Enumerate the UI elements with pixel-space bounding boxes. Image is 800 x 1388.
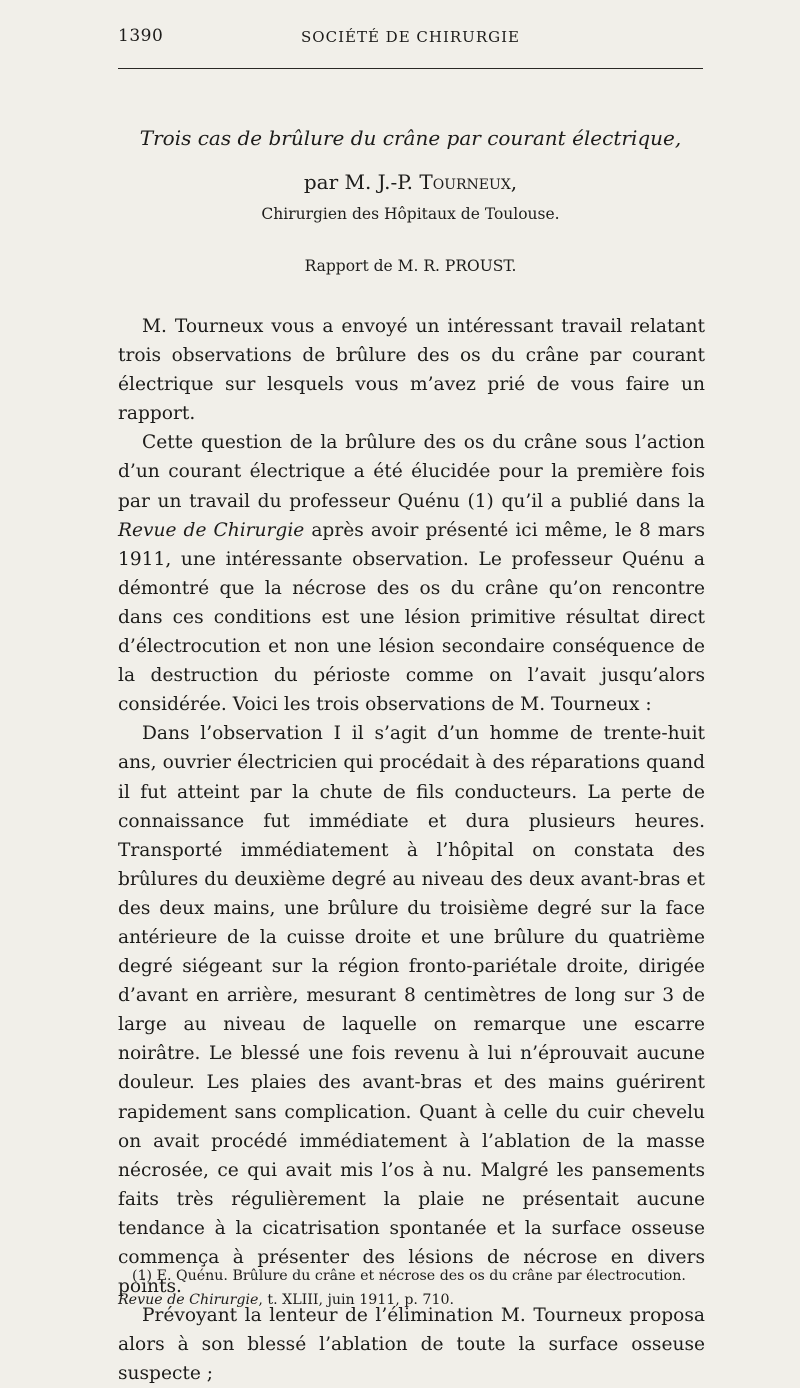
- journal-citation: Revue de Chirurgie: [118, 519, 305, 541]
- author-affiliation: Chirurgien des Hôpitaux de Toulouse.: [261, 205, 560, 223]
- report-line: Rapport de M. R. PROUST.: [304, 257, 517, 275]
- author-name: Tourneux: [419, 170, 511, 194]
- article-title: Trois cas de brûlure du crâne par courant électrique,: [139, 126, 682, 150]
- footnotes: [118, 1264, 708, 1312]
- page-number: 1390: [118, 26, 164, 46]
- journal-name: SOCIÉTÉ DE CHIRURGIE: [301, 28, 520, 46]
- paragraph-1: M. Tourneux vous a envoyé un intéressant travail relatant trois observations de brûlure des os du crâne par courant électrique sur lesquels vous m’avez prié de vous faire un rapport.: [118, 316, 705, 425]
- byline-suffix: ,: [510, 170, 518, 194]
- paragraph-2: [118, 428, 705, 719]
- footnote-1-part-b: , t. XLIII, juin 1911, p. 710.: [258, 1292, 455, 1308]
- paragraph-2-part-a: Cette question de la brûlure des os du crâne sous l’action d’un courant électrique a été élucidée pour la première fois par un travail du professeur Quénu (1) qu’il a publié dans la: [118, 432, 705, 512]
- footnote-1: [118, 1264, 708, 1312]
- paragraph-3: Dans l’observation I il s’agit d’un homme de trente-huit ans, ouvrier électricien qui procédait à des réparations quand il fut atteint par la chute de fils conducteurs. La perte de connaissance fut immédiate et dura plusieurs heures. Transporté immédiatement à l’hôpital on constata des brûlures du deuxième degré au niveau des deux avant-bras et des deux mains, une brûlure du troisième degré sur la face antérieure de la cuisse droite et une brûlure du quatrième degré siégeant sur la région fronto-pariétale droite, dirigée d’avant en arrière, mesurant 8 centimètres de long sur 3 de large au niveau de laquelle on remarque une escarre noirâtre. Le blessé une fois revenu à lui n’éprouvait aucune douleur. Les plaies des avant-bras et des mains guérirent rapidement sans complication. Quant à celle du cuir chevelu on avait procédé immédiatement à l’ablation de la masse nécrosée, ce qui avait mis l’os à nu. Malgré les pansements faits très régulièrement la plaie ne présentait aucune tendance à la cicatrisation spontanée et la surface osseuse commença à présenter des lésions de nécrose en divers points.: [118, 723, 705, 1298]
- byline-prefix: par M. J.-P.: [303, 170, 420, 194]
- running-head: [118, 26, 703, 50]
- byline: [118, 170, 703, 194]
- paragraph-2-part-b: après avoir présenté ici même, le 8 mars 1911, une intéressante observation. Le professeur Quénu a démontré que la nécrose des os du crâne qu’on rencontre dans ces conditions est une lésion primitive résultat direct d’électrocution et non une lésion secondaire conséquence de la destruction du périoste comme on l’avait jusqu’alors considérée. Voici les trois observations de M. Tourneux :: [118, 519, 706, 716]
- body-text: [118, 312, 705, 1388]
- header-rule: [118, 68, 703, 69]
- footnote-journal: Revue de Chirurgie: [118, 1292, 259, 1308]
- footnote-1-part-a: (1) E. Quénu. Brûlure du crâne et nécrose des os du crâne par électrocution.: [132, 1268, 686, 1284]
- paragraph-4: Prévoyant la lenteur de l’élimination M. Tourneux proposa alors à son blessé l’ablation de toute la surface osseuse suspecte ;: [118, 1305, 705, 1385]
